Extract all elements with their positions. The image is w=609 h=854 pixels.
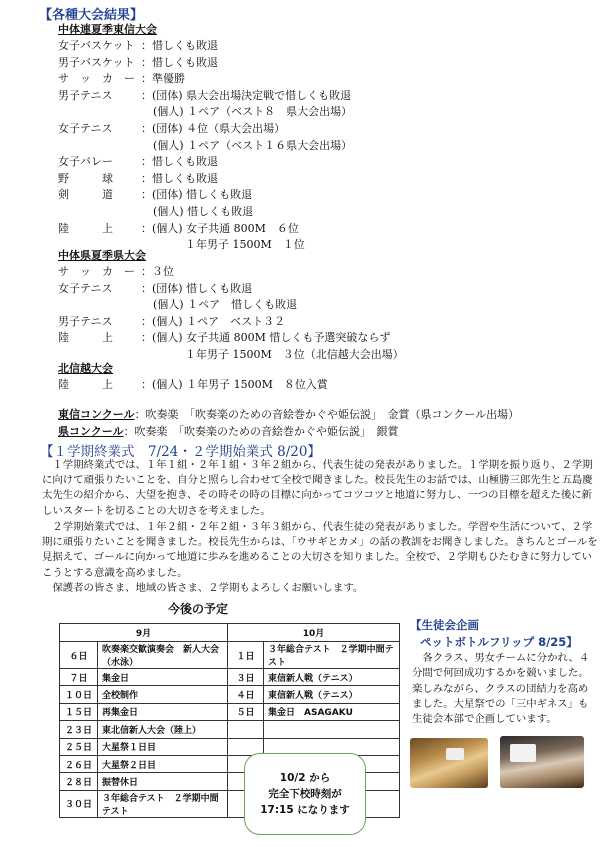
result-category: 女子テニス	[58, 122, 113, 135]
result-value: ：惜しくも敗退	[141, 171, 218, 185]
result-value: ：(個人) 女子共通 800M 惜しくも予選突破ならず	[141, 331, 391, 345]
group-header-prefecture: 中体県夏季県大会	[58, 249, 146, 262]
result-category: 陸 上	[58, 221, 113, 235]
schedule-event: 東信新人戦（テニス）	[264, 669, 400, 686]
result-category: 男子テニス	[58, 314, 113, 328]
result-value: ：惜しくも敗退	[141, 155, 218, 169]
schedule-day: １０日	[60, 686, 98, 703]
notice-line: 10/2 から	[279, 772, 331, 784]
table-row	[60, 721, 400, 738]
concert-name: 東信コンクール	[58, 408, 135, 421]
result-value: ：(個人) １年男子 1500M ８位入賞	[141, 378, 328, 391]
result-value: (個人) １ペア（ベスト８ 県大会出場）	[153, 105, 353, 119]
schedule-event: 再集金日	[98, 703, 228, 720]
month-header-september: 9月	[60, 624, 228, 642]
schedule-day: ５日	[228, 703, 264, 720]
result-category: サ ッ カ ー	[58, 72, 135, 86]
result-category: 男子バスケット	[58, 55, 135, 69]
schedule-event: 全校制作	[98, 686, 228, 703]
schedule-event: 大星祭２日目	[98, 755, 228, 772]
schedule-event: 大星祭１日目	[98, 738, 228, 755]
schedule-day: ３日	[228, 669, 264, 686]
schedule-empty	[264, 721, 400, 738]
schedule-event: 集金日	[98, 669, 228, 686]
result-value: ：(団体) ４位（県大会出場）	[141, 122, 286, 135]
result-category: 女子バスケット	[58, 39, 135, 52]
concert-result: ：吹奏楽 「吹奏楽のための音絵巻かぐや姫伝説」 銀賞	[123, 425, 399, 438]
schedule-event: 東信新人戦（テニス）	[264, 686, 400, 703]
result-value: １年男子 1500M ３位（北信越大会出場）	[185, 348, 404, 361]
month-header-october: 10月	[228, 624, 400, 642]
schedule-day: ２５日	[60, 738, 98, 755]
result-value: (個人) １ペア（ベスト１６県大会出場）	[153, 138, 353, 152]
concert-result: ：吹奏楽 「吹奏楽のための音絵巻かぐや姫伝説」 金賞（県コンクール出場）	[134, 408, 520, 421]
ceremony-paragraph: １学期終業式では、１年１組・２年１組・３年２組から、代表生徒の発表がありました。１学期を振り返り、２学期に向けて頑張りたいことを、自分と照らし合わせて全校で聞きました。校長先生のお話では、山極勝三郎先生と五島慶太先生の紹介から、大望を抱き、その時その時の目標に向かってコツコツと地道に努力し、一つの目標を超えた後に新しいスタートを切ることの大切さを考えました。	[42, 459, 593, 517]
council-event-photo	[410, 738, 488, 788]
result-category: 野 球	[58, 171, 113, 185]
result-value: ：惜しくも敗退	[141, 55, 218, 69]
result-category: 女子バレー	[58, 155, 113, 169]
result-category: 陸 上	[58, 378, 113, 391]
schedule-event: ３年総合テスト ２学期中間テスト	[264, 642, 400, 669]
concert-name: 県コンクール	[58, 425, 124, 438]
council-subtitle: ペットボトルフリップ 8/25】	[420, 635, 578, 649]
ceremony-title: 【１学期終業式 7/24・２学期始業式 8/20】	[40, 444, 321, 460]
schedule-event: 東北信新人大会（陸上）	[98, 721, 228, 738]
ceremony-paragraph: ２学期始業式では、１年２組・２年２組・３年３組から、代表生徒の発表がありました。学習や生活について、２学期に頑張りたいことを聞きました。校長先生からは、「ウサギとカメ」の話の教訓をお聞きしました。きちんとゴールを見据えて、ゴールに向かって地道に歩みを進めることの大切さを知りました。全校で、２学期もひたむきに努力していこうとする意識を高めました。	[42, 521, 598, 579]
result-value: ：準優勝	[141, 72, 185, 86]
concert-row	[58, 407, 519, 424]
schedule-day: ７日	[60, 669, 98, 686]
schedule-event: 集金日 ASAGAKU	[264, 703, 400, 720]
council-event-photo	[500, 736, 584, 788]
table-row	[60, 703, 400, 720]
schedule-day: １５日	[60, 703, 98, 720]
group-header-hokushinetsu: 北信越大会	[58, 362, 113, 375]
result-value: ：(団体) 惜しくも敗退	[141, 281, 253, 295]
schedule-event: 吹奏楽交歓演奏会 新人大会（水泳）	[98, 642, 228, 669]
table-row	[60, 669, 400, 686]
result-value: １年男子 1500M １位	[185, 238, 305, 252]
schedule-day: ６日	[60, 642, 98, 669]
result-category: 陸 上	[58, 331, 113, 345]
result-value: ：(団体) 県大会出場決定戦で惜しくも敗退	[141, 88, 352, 102]
council-body: 各クラス、男女チームに分かれ、４分間で何回成功するかを競いました。楽しみながら、クラスの団結力を高めました。大星祭での「三中ギネス」も生徒会本部で企画しています。	[412, 652, 590, 726]
result-category: 剣 道	[58, 188, 113, 202]
result-value: (個人) １ペア 惜しくも敗退	[153, 298, 298, 312]
result-value: ：３位	[141, 265, 174, 278]
council-title: 【生徒会企画	[410, 618, 479, 632]
schedule-title: 今後の予定	[168, 602, 229, 616]
result-category: 男子テニス	[58, 88, 113, 102]
dismissal-notice	[244, 753, 366, 835]
result-category: サ ッ カ ー	[58, 265, 135, 278]
notice-line: 完全下校時刻が	[268, 788, 342, 800]
schedule-event: ３年総合テスト ２学期中間テスト	[98, 790, 228, 817]
schedule-event: 振替休日	[98, 773, 228, 790]
ceremony-paragraph: 保護者の皆さま、地域の皆さま、２学期もよろしくお願いします。	[42, 582, 364, 594]
schedule-day: ４日	[228, 686, 264, 703]
group-header-toshin: 中体連夏季東信大会	[58, 23, 157, 36]
result-value: ：(個人) １ペア ベスト３２	[141, 314, 286, 328]
table-row	[60, 642, 400, 669]
schedule-day: ２８日	[60, 773, 98, 790]
notice-line: 17:15 になります	[260, 804, 350, 816]
result-value: (個人) 惜しくも敗退	[153, 205, 254, 218]
result-category: 女子テニス	[58, 281, 113, 295]
results-title: 【各種大会結果】	[39, 8, 144, 23]
schedule-day: ２３日	[60, 721, 98, 738]
schedule-day: １日	[228, 642, 264, 669]
result-value: ：惜しくも敗退	[141, 39, 218, 52]
result-value: ：(個人) 女子共通 800M ６位	[141, 221, 299, 235]
schedule-empty	[228, 721, 264, 738]
table-row	[60, 686, 400, 703]
schedule-day: ２６日	[60, 755, 98, 772]
schedule-day: ３０日	[60, 790, 98, 817]
result-value: ：(団体) 惜しくも敗退	[141, 188, 253, 202]
concert-row	[58, 424, 399, 441]
